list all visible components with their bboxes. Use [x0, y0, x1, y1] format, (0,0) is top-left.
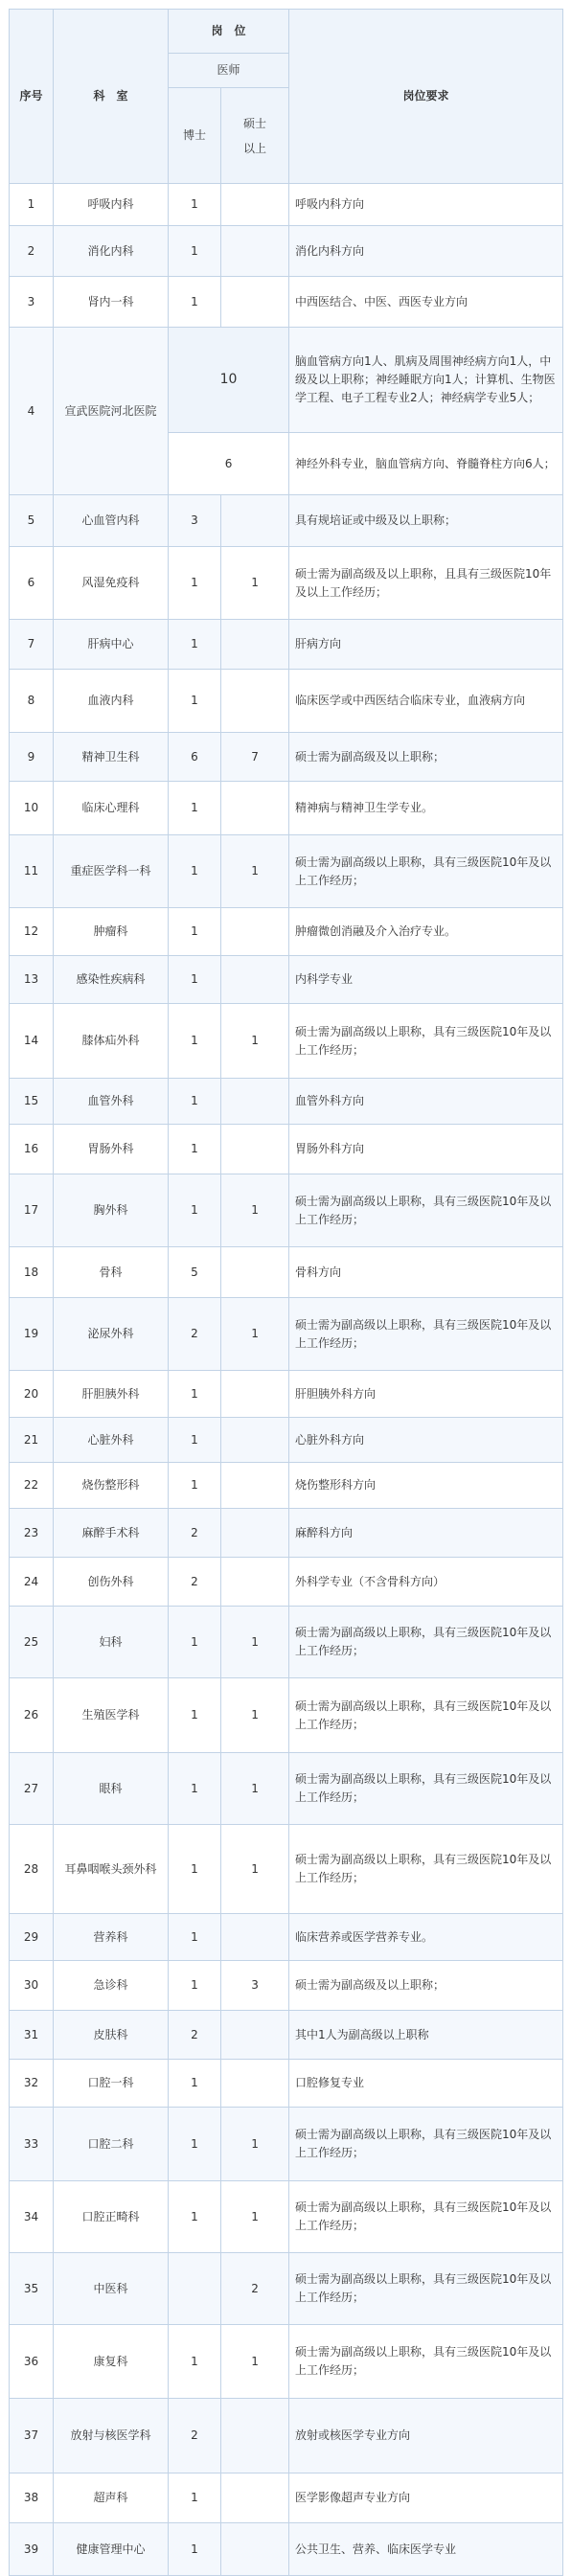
row-number: 1	[10, 184, 54, 226]
row-number: 4	[10, 328, 54, 495]
row-requirement: 烧伤整形科方向	[289, 1463, 563, 1509]
row-requirement: 肝胆胰外科方向	[289, 1371, 563, 1418]
table-row	[10, 2060, 563, 2108]
row-number: 32	[10, 2060, 54, 2108]
row-master-count	[221, 1558, 289, 1607]
row-department: 感染性疾病科	[54, 956, 169, 1004]
row-department: 精神卫生科	[54, 733, 169, 782]
row-number: 9	[10, 733, 54, 782]
table-row	[10, 2011, 563, 2060]
row-phd-count: 1	[169, 1079, 221, 1125]
row-master-count: 1	[221, 1298, 289, 1371]
table-row	[10, 1079, 563, 1125]
row-department: 健康管理中心	[54, 2523, 169, 2576]
row-master-count: 3	[221, 1961, 289, 2011]
row-phd-count: 2	[169, 1298, 221, 1371]
row-number: 18	[10, 1247, 54, 1298]
row-phd-count: 1	[169, 2060, 221, 2108]
row-master-count	[221, 670, 289, 733]
row-master-count: 1	[221, 2181, 289, 2253]
table-row	[10, 1914, 563, 1961]
row-department: 中医科	[54, 2253, 169, 2325]
row-department: 胃肠外科	[54, 1125, 169, 1174]
row-master-count: 1	[221, 835, 289, 908]
table-row	[10, 956, 563, 1004]
row-requirement: 脑血管病方向1人、肌病及周围神经病方向1人，中级及以上职称；神经睡眠方向1人；计算机、生物医学工程、电子工程专业2人；神经病学专业5人；	[289, 328, 563, 433]
table-row	[10, 1174, 563, 1247]
row-master-count	[221, 2473, 289, 2523]
row-number: 34	[10, 2181, 54, 2253]
table-row	[10, 1678, 563, 1753]
recruitment-table	[9, 9, 563, 2576]
row-phd-count: 6	[169, 433, 289, 495]
row-department: 呼吸内科	[54, 184, 169, 226]
row-phd-count: 1	[169, 1825, 221, 1914]
row-phd-count: 2	[169, 1509, 221, 1558]
table-row	[10, 1371, 563, 1418]
table-row	[10, 2253, 563, 2325]
row-master-count	[221, 620, 289, 670]
row-department: 耳鼻咽喉头颈外科	[54, 1825, 169, 1914]
row-department: 营养科	[54, 1914, 169, 1961]
table-row	[10, 1418, 563, 1463]
row-phd-count: 1	[169, 1753, 221, 1825]
row-phd-count: 1	[169, 956, 221, 1004]
row-requirement: 胃肠外科方向	[289, 1125, 563, 1174]
header-phd: 博士	[169, 88, 221, 184]
row-requirement: 硕士需为副高级以上职称，具有三级医院10年及以上工作经历；	[289, 1607, 563, 1678]
row-master-count	[221, 1125, 289, 1174]
row-requirement: 神经外科专业，脑血管病方向、脊髓脊柱方向6人；	[289, 433, 563, 495]
row-requirement: 医学影像超声专业方向	[289, 2473, 563, 2523]
row-master-count	[221, 1509, 289, 1558]
header-doctor: 医师	[169, 54, 289, 88]
table-row	[10, 1607, 563, 1678]
table-row	[10, 1558, 563, 1607]
row-phd-count: 1	[169, 1961, 221, 2011]
table-row	[10, 908, 563, 956]
row-requirement: 硕士需为副高级以上职称，具有三级医院10年及以上工作经历；	[289, 2325, 563, 2399]
table-row	[10, 2523, 563, 2576]
row-master-count: 1	[221, 1753, 289, 1825]
row-department: 泌尿外科	[54, 1298, 169, 1371]
table-row	[10, 328, 563, 433]
row-department: 肿瘤科	[54, 908, 169, 956]
row-master-count: 1	[221, 1174, 289, 1247]
row-requirement: 中西医结合、中医、西医专业方向	[289, 277, 563, 328]
row-number: 8	[10, 670, 54, 733]
row-master-count: 1	[221, 1825, 289, 1914]
row-department: 妇科	[54, 1607, 169, 1678]
row-number: 31	[10, 2011, 54, 2060]
table-row	[10, 733, 563, 782]
row-department: 口腔一科	[54, 2060, 169, 2108]
row-department: 胸外科	[54, 1174, 169, 1247]
row-requirement: 消化内科方向	[289, 226, 563, 277]
row-number: 20	[10, 1371, 54, 1418]
row-phd-count: 1	[169, 2473, 221, 2523]
row-master-count: 1	[221, 2108, 289, 2181]
header-row	[10, 10, 563, 54]
row-phd-count: 6	[169, 733, 221, 782]
table-row	[10, 2108, 563, 2181]
row-requirement: 呼吸内科方向	[289, 184, 563, 226]
row-phd-count: 1	[169, 277, 221, 328]
row-phd-count: 1	[169, 1607, 221, 1678]
row-master-count: 1	[221, 1004, 289, 1079]
row-phd-count: 1	[169, 2325, 221, 2399]
row-master-count	[221, 226, 289, 277]
row-requirement: 口腔修复专业	[289, 2060, 563, 2108]
table-row	[10, 1509, 563, 1558]
row-requirement: 硕士需为副高级以上职称，具有三级医院10年及以上工作经历；	[289, 2181, 563, 2253]
table-row	[10, 1961, 563, 2011]
row-phd-count: 1	[169, 2108, 221, 2181]
row-number: 3	[10, 277, 54, 328]
row-phd-count: 1	[169, 835, 221, 908]
row-department: 麻醉手术科	[54, 1509, 169, 1558]
row-number: 30	[10, 1961, 54, 2011]
table-row	[10, 2325, 563, 2399]
table-row	[10, 782, 563, 835]
table-row	[10, 226, 563, 277]
row-department: 肾内一科	[54, 277, 169, 328]
row-department: 烧伤整形科	[54, 1463, 169, 1509]
row-phd-count: 1	[169, 1418, 221, 1463]
row-department: 骨科	[54, 1247, 169, 1298]
row-requirement: 麻醉科方向	[289, 1509, 563, 1558]
row-number: 25	[10, 1607, 54, 1678]
row-number: 6	[10, 547, 54, 620]
row-number: 26	[10, 1678, 54, 1753]
row-master-count	[221, 1914, 289, 1961]
row-master-count: 1	[221, 547, 289, 620]
table-row	[10, 1298, 563, 1371]
table-row	[10, 277, 563, 328]
row-phd-count: 1	[169, 1004, 221, 1079]
table-row	[10, 1125, 563, 1174]
row-number: 10	[10, 782, 54, 835]
row-requirement: 硕士需为副高级以上职称，具有三级医院10年及以上工作经历；	[289, 1004, 563, 1079]
row-department: 皮肤科	[54, 2011, 169, 2060]
table-row	[10, 1753, 563, 1825]
row-department: 宣武医院河北医院	[54, 328, 169, 495]
row-number: 12	[10, 908, 54, 956]
row-requirement: 临床医学或中西医结合临床专业，血液病方向	[289, 670, 563, 733]
row-department: 肝胆胰外科	[54, 1371, 169, 1418]
row-phd-count: 1	[169, 226, 221, 277]
table-row	[10, 835, 563, 908]
row-department: 放射与核医学科	[54, 2399, 169, 2473]
row-department: 口腔正畸科	[54, 2181, 169, 2253]
row-number: 24	[10, 1558, 54, 1607]
row-phd-count: 1	[169, 1463, 221, 1509]
row-phd-count: 3	[169, 495, 221, 547]
row-phd-count: 1	[169, 2181, 221, 2253]
row-requirement: 临床营养或医学营养专业。	[289, 1914, 563, 1961]
row-phd-count: 5	[169, 1247, 221, 1298]
row-department: 超声科	[54, 2473, 169, 2523]
row-number: 23	[10, 1509, 54, 1558]
row-requirement: 硕士需为副高级以上职称，具有三级医院10年及以上工作经历；	[289, 1298, 563, 1371]
row-master-count	[221, 277, 289, 328]
row-requirement: 精神病与精神卫生学专业。	[289, 782, 563, 835]
table-row	[10, 2473, 563, 2523]
row-phd-count: 1	[169, 1174, 221, 1247]
row-number: 13	[10, 956, 54, 1004]
row-master-count	[221, 2399, 289, 2473]
table-row	[10, 620, 563, 670]
row-requirement: 硕士需为副高级及以上职称；	[289, 1961, 563, 2011]
row-master-count	[221, 782, 289, 835]
row-master-count	[221, 1463, 289, 1509]
row-phd-count: 1	[169, 1678, 221, 1753]
row-department: 急诊科	[54, 1961, 169, 2011]
row-requirement: 硕士需为副高级以上职称，具有三级医院10年及以上工作经历；	[289, 835, 563, 908]
table-row	[10, 670, 563, 733]
row-number: 17	[10, 1174, 54, 1247]
table-row	[10, 184, 563, 226]
row-requirement: 具有规培证或中级及以上职称；	[289, 495, 563, 547]
row-department: 临床心理科	[54, 782, 169, 835]
row-requirement: 硕士需为副高级及以上职称，且具有三级医院10年及以上工作经历；	[289, 547, 563, 620]
row-master-count	[221, 2011, 289, 2060]
row-department: 心血管内科	[54, 495, 169, 547]
row-phd-count: 1	[169, 1125, 221, 1174]
header-requirements: 岗位要求	[289, 10, 563, 184]
row-requirement: 外科学专业（不含骨科方向）	[289, 1558, 563, 1607]
table-row	[10, 2181, 563, 2253]
row-master-count: 1	[221, 1607, 289, 1678]
header-master: 硕士 以上	[221, 88, 289, 184]
row-department: 重症医学科一科	[54, 835, 169, 908]
row-department: 风湿免疫科	[54, 547, 169, 620]
row-number: 11	[10, 835, 54, 908]
row-phd-count: 10	[169, 328, 289, 433]
row-number: 19	[10, 1298, 54, 1371]
row-phd-count: 1	[169, 1914, 221, 1961]
row-phd-count: 1	[169, 184, 221, 226]
row-department: 血液内科	[54, 670, 169, 733]
row-phd-count: 1	[169, 1371, 221, 1418]
table-row	[10, 1463, 563, 1509]
row-master-count: 7	[221, 733, 289, 782]
row-master-count	[221, 2523, 289, 2576]
row-phd-count: 2	[169, 2011, 221, 2060]
row-number: 37	[10, 2399, 54, 2473]
table-row	[10, 547, 563, 620]
row-requirement: 硕士需为副高级以上职称，具有三级医院10年及以上工作经历；	[289, 1174, 563, 1247]
row-number: 22	[10, 1463, 54, 1509]
row-phd-count: 1	[169, 547, 221, 620]
row-phd-count: 2	[169, 1558, 221, 1607]
row-requirement: 硕士需为副高级以上职称，具有三级医院10年及以上工作经历；	[289, 1825, 563, 1914]
row-number: 35	[10, 2253, 54, 2325]
row-number: 16	[10, 1125, 54, 1174]
row-number: 36	[10, 2325, 54, 2399]
row-master-count	[221, 1418, 289, 1463]
row-number: 28	[10, 1825, 54, 1914]
row-phd-count: 1	[169, 2523, 221, 2576]
row-master-count	[221, 956, 289, 1004]
table-row	[10, 1247, 563, 1298]
row-number: 27	[10, 1753, 54, 1825]
row-requirement: 硕士需为副高级以上职称，具有三级医院10年及以上工作经历；	[289, 1678, 563, 1753]
row-department: 膝体疝外科	[54, 1004, 169, 1079]
row-phd-count: 1	[169, 782, 221, 835]
row-requirement: 肿瘤微创消融及介入治疗专业。	[289, 908, 563, 956]
row-requirement: 心脏外科方向	[289, 1418, 563, 1463]
header-no: 序号	[10, 10, 54, 184]
row-requirement: 肝病方向	[289, 620, 563, 670]
row-master-count	[221, 1371, 289, 1418]
row-master-count: 1	[221, 1678, 289, 1753]
row-phd-count: 1	[169, 670, 221, 733]
row-master-count	[221, 184, 289, 226]
row-phd-count: 1	[169, 620, 221, 670]
row-department: 血管外科	[54, 1079, 169, 1125]
row-master-count: 1	[221, 2325, 289, 2399]
header-dept: 科 室	[54, 10, 169, 184]
row-department: 口腔二科	[54, 2108, 169, 2181]
row-number: 21	[10, 1418, 54, 1463]
row-requirement: 骨科方向	[289, 1247, 563, 1298]
row-requirement: 公共卫生、营养、临床医学专业	[289, 2523, 563, 2576]
row-department: 肝病中心	[54, 620, 169, 670]
row-phd-count: 1	[169, 908, 221, 956]
row-department: 生殖医学科	[54, 1678, 169, 1753]
row-department: 消化内科	[54, 226, 169, 277]
row-master-count: 2	[221, 2253, 289, 2325]
row-department: 康复科	[54, 2325, 169, 2399]
row-requirement: 硕士需为副高级以上职称，具有三级医院10年及以上工作经历；	[289, 2108, 563, 2181]
row-master-count	[221, 2060, 289, 2108]
row-number: 7	[10, 620, 54, 670]
row-requirement: 硕士需为副高级以上职称，具有三级医院10年及以上工作经历；	[289, 1753, 563, 1825]
row-number: 14	[10, 1004, 54, 1079]
row-requirement: 内科学专业	[289, 956, 563, 1004]
row-number: 33	[10, 2108, 54, 2181]
row-master-count	[221, 1247, 289, 1298]
row-master-count	[221, 495, 289, 547]
row-phd-count: 2	[169, 2399, 221, 2473]
row-requirement: 其中1人为副高级以上职称	[289, 2011, 563, 2060]
row-number: 39	[10, 2523, 54, 2576]
table-row	[10, 2399, 563, 2473]
row-master-count	[221, 1079, 289, 1125]
table-row	[10, 495, 563, 547]
row-department: 眼科	[54, 1753, 169, 1825]
table-row	[10, 1825, 563, 1914]
row-requirement: 血管外科方向	[289, 1079, 563, 1125]
row-department: 创伤外科	[54, 1558, 169, 1607]
row-department: 心脏外科	[54, 1418, 169, 1463]
header-position: 岗 位	[169, 10, 289, 54]
row-requirement: 硕士需为副高级及以上职称；	[289, 733, 563, 782]
table-row	[10, 1004, 563, 1079]
row-requirement: 放射或核医学专业方向	[289, 2399, 563, 2473]
row-number: 2	[10, 226, 54, 277]
row-phd-count	[169, 2253, 221, 2325]
row-number: 5	[10, 495, 54, 547]
row-number: 15	[10, 1079, 54, 1125]
row-number: 38	[10, 2473, 54, 2523]
row-number: 29	[10, 1914, 54, 1961]
row-master-count	[221, 908, 289, 956]
row-requirement: 硕士需为副高级以上职称，具有三级医院10年及以上工作经历；	[289, 2253, 563, 2325]
